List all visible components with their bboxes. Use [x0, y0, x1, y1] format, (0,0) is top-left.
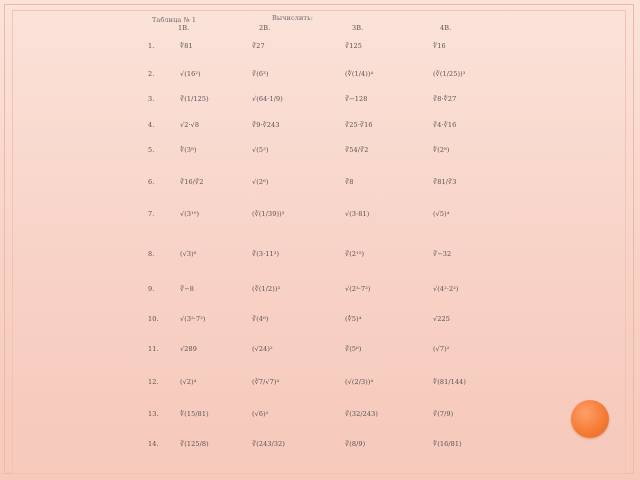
cell-variant-1: ∜81	[180, 42, 193, 50]
row-number: 3.	[148, 95, 155, 103]
cell-variant-2: (∛7/√7)⁴	[252, 378, 280, 386]
column-header-3: 3В.	[352, 24, 364, 32]
cell-variant-1: ∜(3⁸)	[180, 146, 197, 154]
cell-variant-1: ∛16/∛2	[180, 178, 204, 186]
cell-variant-3: ∛8	[345, 178, 354, 186]
cell-variant-2: (∛(1/39))³	[252, 210, 285, 218]
column-header-1: 1В.	[178, 24, 190, 32]
row-number: 13.	[148, 410, 159, 418]
cell-variant-2: (∛(1/2))³	[252, 285, 281, 293]
cell-variant-2: (√6)²	[252, 410, 269, 418]
cell-variant-2: ∛27	[252, 42, 265, 50]
cell-variant-3: √(2³·7²)	[345, 285, 371, 293]
cell-variant-2: √(5²)	[252, 146, 269, 154]
cell-variant-1: √(16²)	[180, 70, 201, 78]
cell-variant-4: ∛81/∛3	[433, 178, 457, 186]
cell-variant-4: √(4²·2²)	[433, 285, 459, 293]
column-header-2: 2В.	[259, 24, 271, 32]
cell-variant-4: ∛4·∛16	[433, 121, 457, 129]
cell-variant-1: √2·√8	[180, 121, 200, 129]
cell-variant-2: (√24)²	[252, 345, 273, 353]
cell-variant-3: ∛125	[345, 42, 362, 50]
cell-variant-3: ∛(5⁶)	[345, 345, 362, 353]
orange-circle-decoration	[571, 400, 609, 438]
row-number: 12.	[148, 378, 159, 386]
cell-variant-1: √289	[180, 345, 197, 353]
cell-variant-4: ∜16	[433, 42, 446, 50]
cell-variant-3: ∛54/∛2	[345, 146, 369, 154]
row-number: 10.	[148, 315, 159, 323]
slide-inner-frame	[12, 10, 626, 474]
row-number: 2.	[148, 70, 155, 78]
instructions-heading: Вычислить:	[272, 14, 314, 22]
cell-variant-4: ∜(81/144)	[433, 378, 466, 386]
cell-variant-2: ∛(243/32)	[252, 440, 285, 448]
column-header-4: 4В.	[440, 24, 452, 32]
row-number: 1.	[148, 42, 155, 50]
cell-variant-3: (∜5)⁴	[345, 315, 362, 323]
cell-variant-1: (√3)⁸	[180, 250, 197, 258]
cell-variant-2: ∛9·∛243	[252, 121, 280, 129]
cell-variant-2: √(2⁶)	[252, 178, 269, 186]
cell-variant-2: ∛(3·11³)	[252, 250, 280, 258]
cell-variant-4: (√5)⁴	[433, 210, 450, 218]
cell-variant-4: ∛−32	[433, 250, 452, 258]
cell-variant-3: ∛−128	[345, 95, 368, 103]
cell-variant-3: √(3·81)	[345, 210, 370, 218]
cell-variant-4: ∛(7/9)	[433, 410, 454, 418]
cell-variant-3: ∛25·∛16	[345, 121, 373, 129]
row-number: 4.	[148, 121, 155, 129]
cell-variant-4: ∜(2⁸)	[433, 146, 450, 154]
cell-variant-2: ∛(4⁶)	[252, 315, 269, 323]
cell-variant-1: (√2)⁴	[180, 378, 197, 386]
cell-variant-4: (∛(1/25))³	[433, 70, 466, 78]
row-number: 7.	[148, 210, 155, 218]
row-number: 14.	[148, 440, 159, 448]
cell-variant-3: (∜(1/4))⁴	[345, 70, 374, 78]
cell-variant-4: ∛8·∜27	[433, 95, 457, 103]
cell-variant-3: ∛(32/243)	[345, 410, 378, 418]
cell-variant-2: √(64·1/9)	[252, 95, 283, 103]
row-number: 8.	[148, 250, 155, 258]
table-title: Таблица № 1	[152, 16, 197, 24]
cell-variant-3: ∛(2¹⁵)	[345, 250, 365, 258]
cell-variant-3: ∛(8/9)	[345, 440, 366, 448]
cell-variant-3: (√(2/3))⁴	[345, 378, 374, 386]
cell-variant-1: ∛(125/8)	[180, 440, 209, 448]
cell-variant-4: √225	[433, 315, 450, 323]
cell-variant-1: ∛−8	[180, 285, 195, 293]
cell-variant-4: (√7)²	[433, 345, 450, 353]
cell-variant-1: √(3¹⁰)	[180, 210, 200, 218]
cell-variant-1: √(3²·7²)	[180, 315, 206, 323]
cell-variant-1: ∜(15/81)	[180, 410, 209, 418]
cell-variant-1: ∛(1/125)	[180, 95, 209, 103]
row-number: 6.	[148, 178, 155, 186]
row-number: 11.	[148, 345, 159, 353]
cell-variant-2: ∛(6³)	[252, 70, 269, 78]
row-number: 5.	[148, 146, 155, 154]
cell-variant-4: ∜(16/81)	[433, 440, 462, 448]
row-number: 9.	[148, 285, 155, 293]
